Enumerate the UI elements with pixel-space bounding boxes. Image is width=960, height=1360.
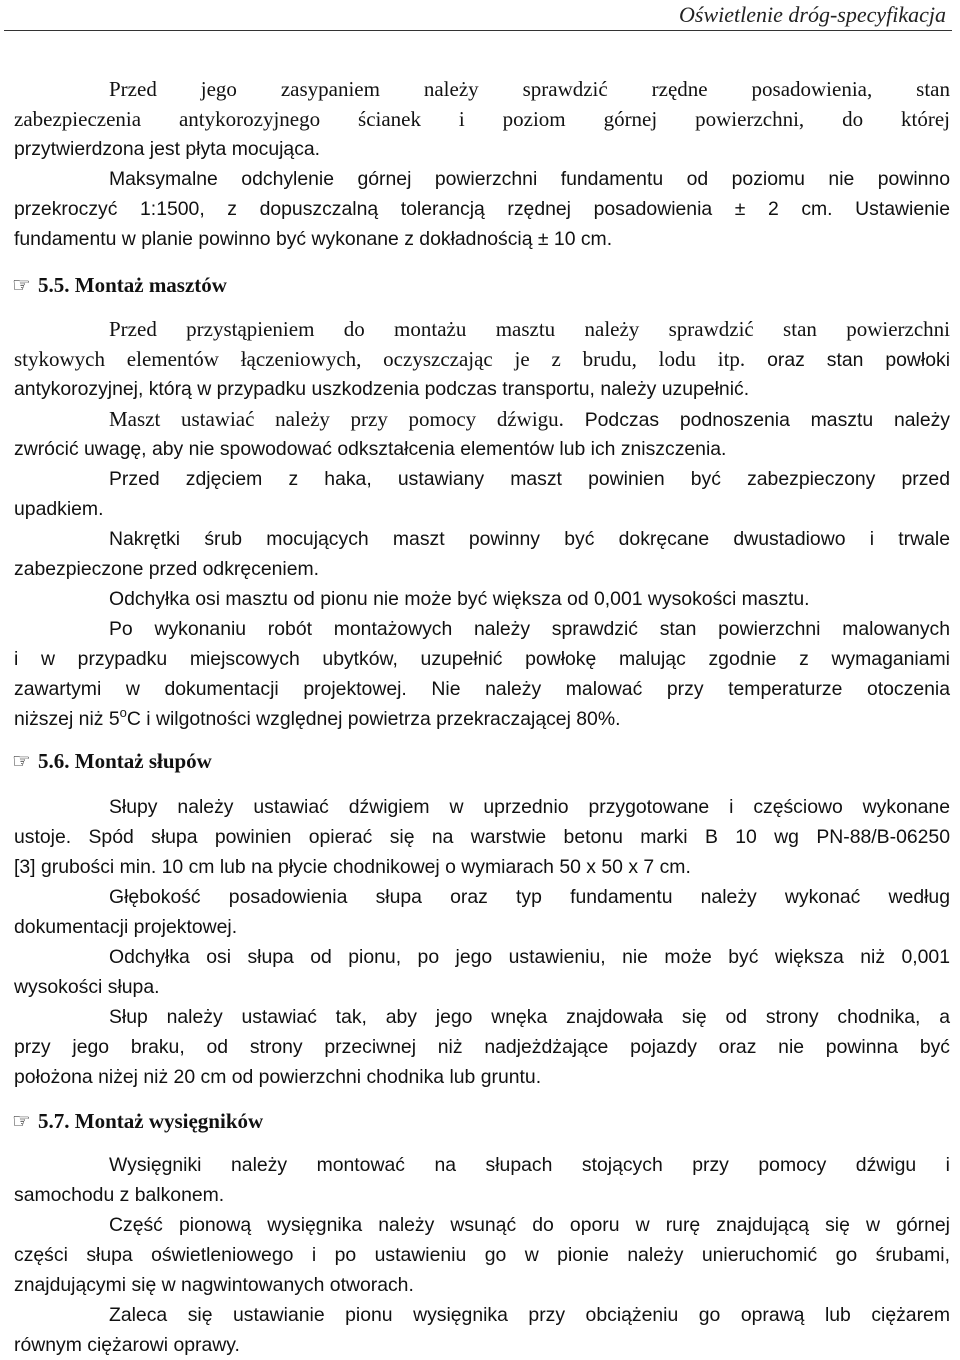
text-line: Po wykonaniu robót montażowych należy sprawdzić stan powierzchni malowanych	[109, 618, 950, 640]
section-5-6-paragraph-4	[14, 1002, 950, 1092]
section-5-7-paragraph-2	[14, 1210, 950, 1300]
text-segment: Nie należy malować przy temperaturze otoczenia	[406, 678, 950, 700]
text-line: samochodu z balkonem.	[14, 1184, 225, 1206]
section-5-5-paragraph-1	[14, 314, 950, 404]
text-line: [3] grubości min. 10 cm lub na płycie chodnikowej o wymiarach 50 x 50 x 7 cm.	[14, 856, 691, 878]
text-segment: Maszt ustawiać należy przy pomocy dźwigu.	[109, 407, 564, 431]
section-heading-text: 5.5. Montaż masztów	[38, 273, 227, 297]
section-5-5-paragraph-2	[14, 404, 950, 464]
text-segment: niższej niż 5	[14, 708, 120, 730]
text-segment: Podczas podnoszenia masztu należy	[563, 409, 950, 431]
intro-paragraph-2	[14, 164, 950, 254]
text-line: Głębokość posadowienia słupa oraz typ fundamentu należy wykonać według	[109, 886, 950, 908]
text-line: Wysięgniki należy montować na słupach stojących przy pomocy dźwigu i	[109, 1154, 950, 1176]
text-line: dokumentacji projektowej.	[14, 916, 238, 938]
section-5-5-paragraph-5	[14, 584, 950, 614]
text-line	[14, 344, 950, 374]
text-line: Odchyłka osi słupa od pionu, po jego ustawieniu, nie może być większa niż 0,001	[109, 946, 950, 968]
text-line: fundamentu w planie powinno być wykonane z dokładnością ± 10 cm.	[14, 228, 613, 250]
intro-paragraph-1	[14, 74, 950, 164]
text-line: Słupy należy ustawiać dźwigiem w uprzednio przygotowane i częściowo wykonane	[109, 796, 950, 818]
page-header-title: Oświetlenie dróg-specyfikacja	[679, 2, 946, 27]
pointing-hand-icon: ☞	[12, 1109, 31, 1133]
text-line: ustoje. Spód słupa powinien opierać się na warstwie betonu marki B 10 wg PN-88/B-06250	[14, 826, 950, 848]
text-line: wysokości słupa.	[14, 976, 160, 998]
pointing-hand-icon: ☞	[12, 749, 31, 773]
text-line: zabezpieczone przed odkręceniem.	[14, 558, 320, 580]
text-line: przytwierdzona jest płyta mocująca.	[14, 138, 321, 160]
section-heading-text: 5.7. Montaż wysięgników	[38, 1109, 264, 1133]
text-segment: C i wilgotności względnej powietrza przekraczającej 80%.	[126, 708, 621, 730]
section-5-6-paragraph-3	[14, 942, 950, 1002]
section-heading-text: 5.6. Montaż słupów	[38, 749, 212, 773]
text-line: Część pionową wysięgnika należy wsunąć do oporu w rurę znajdującą się w górnej	[109, 1214, 950, 1236]
section-5-6-heading	[12, 746, 212, 776]
text-line: Nakrętki śrub mocujących maszt powinny być dokręcane dwustadiowo i trwale	[109, 528, 950, 550]
section-5-5-paragraph-4	[14, 524, 950, 584]
section-5-6-paragraph-1	[14, 792, 950, 882]
text-segment: oraz stan powłoki	[745, 349, 951, 371]
section-5-6-paragraph-2	[14, 882, 950, 942]
text-line: zwrócić uwagę, aby nie spowodować odkształcenia elementów lub ich zniszczenia.	[14, 438, 727, 460]
superscript-degree: o	[119, 705, 127, 720]
text-line: i w przypadku miejscowych ubytków, uzupełnić powłokę malując zgodnie z wymaganiami	[14, 648, 950, 670]
text-line	[14, 404, 950, 434]
text-line: upadkiem.	[14, 498, 104, 520]
text-line: Maksymalne odchylenie górnej powierzchni fundamentu od poziomu nie powinno	[109, 168, 950, 190]
text-line	[14, 674, 950, 704]
text-line: zabezpieczenia antykorozyjnego ścianek i poziom górnej powierzchni, do której	[14, 107, 950, 131]
header-rule	[4, 30, 952, 31]
section-5-5-heading	[12, 270, 227, 300]
text-segment: stykowych elementów łączeniowych, oczyszczając je z brudu, lodu itp.	[14, 347, 746, 371]
text-line: Odchyłka osi masztu od pionu nie może być większa od 0,001 wysokości masztu.	[109, 588, 810, 610]
text-line: części słupa oświetleniowego i po ustawieniu go w pionie należy unieruchomić go śrubami,	[14, 1244, 950, 1266]
text-line: przy jego braku, od strony przeciwnej niż nadjeżdżające pojazdy oraz nie powinna być	[14, 1036, 950, 1058]
text-line: Słup należy ustawiać tak, aby jego wnęka znajdowała się od strony chodnika, a	[109, 1006, 950, 1028]
text-line: antykorozyjnej, którą w przypadku uszkodzenia podczas transportu, należy uzupełnić.	[14, 378, 750, 400]
text-line: położona niżej niż 20 cm od powierzchni chodnika lub gruntu.	[14, 1066, 542, 1088]
pointing-hand-icon: ☞	[12, 273, 31, 297]
section-5-7-paragraph-3	[14, 1300, 950, 1360]
section-5-5-paragraph-3	[14, 464, 950, 524]
text-line: znajdującymi się w nagwintowanych otworach.	[14, 1274, 414, 1296]
text-line: Przed jego zasypaniem należy sprawdzić rzędne posadowienia, stan	[109, 77, 950, 101]
text-segment: zawartymi w dokumentacji projektowej.	[14, 678, 407, 700]
text-line: Zaleca się ustawianie pionu wysięgnika przy obciążeniu go oprawą lub ciężarem	[109, 1304, 950, 1326]
section-5-7-paragraph-1	[14, 1150, 950, 1210]
section-5-5-paragraph-6	[14, 614, 950, 734]
text-line: równym ciężarowi oprawy.	[14, 1334, 240, 1356]
text-line	[14, 704, 950, 734]
text-line: Przed przystąpieniem do montażu masztu należy sprawdzić stan powierzchni	[109, 317, 950, 341]
section-5-7-heading	[12, 1106, 263, 1136]
text-line: przekroczyć 1:1500, z dopuszczalną tolerancją rzędnej posadowienia ± 2 cm. Ustawienie	[14, 198, 950, 220]
text-line: Przed zdjęciem z haka, ustawiany maszt powinien być zabezpieczony przed	[109, 468, 950, 490]
